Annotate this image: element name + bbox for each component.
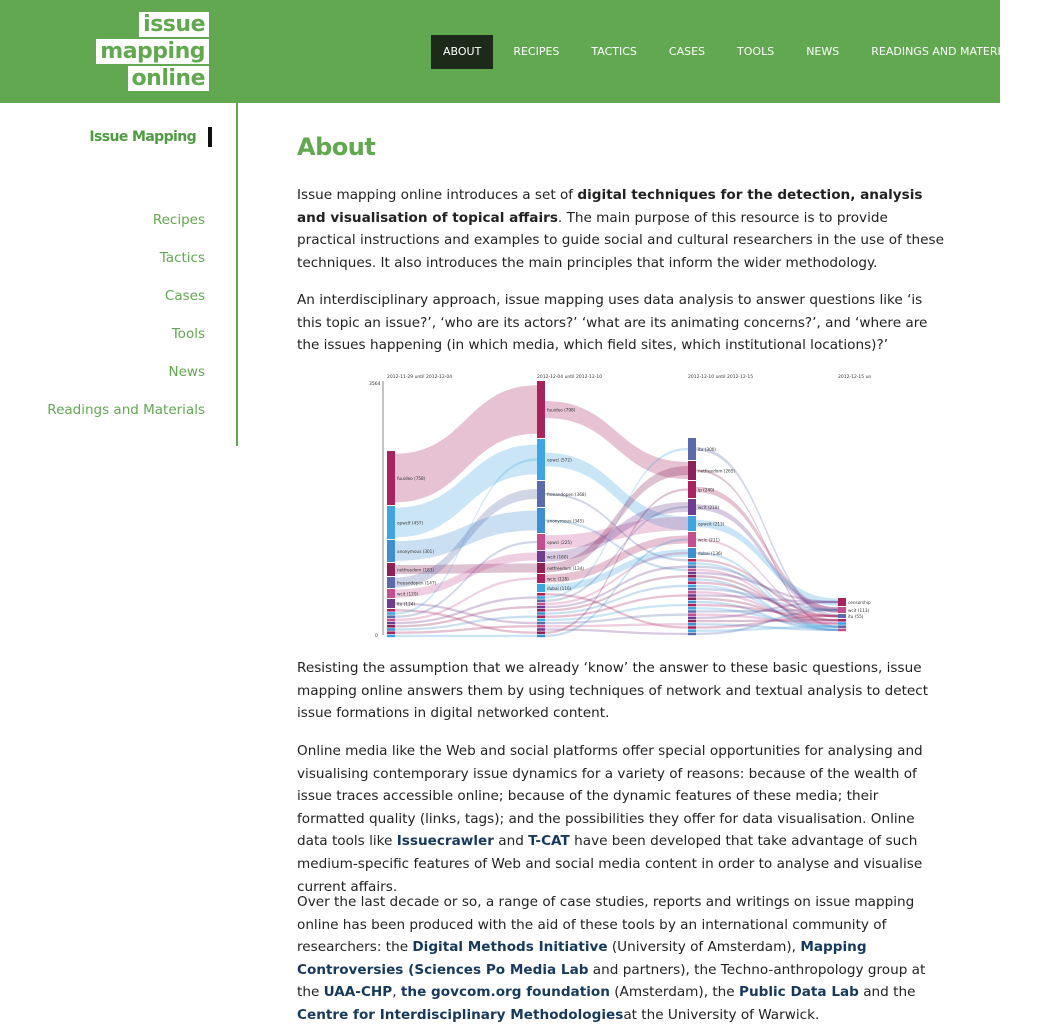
node-bar bbox=[387, 540, 395, 562]
node-bar bbox=[838, 598, 846, 606]
node-bar bbox=[688, 604, 696, 607]
node-bar bbox=[537, 606, 545, 609]
node-label: wcic (128) bbox=[547, 576, 569, 582]
node-bar bbox=[387, 577, 395, 588]
node-bar bbox=[537, 612, 545, 615]
node-bar bbox=[537, 622, 545, 625]
approach-paragraph: An interdisciplinary approach, issue mapping uses data analysis to answer questions like ‘is this topic an issue?’, ‘who are its actors?’ ‘what are its animating concerns?’, and ‘where are the issues happening (in which media, which field sites, which institutional locations)?’ bbox=[297, 292, 928, 354]
node-label: netfreedom (183) bbox=[397, 567, 435, 573]
sidebar-item-recipes[interactable]: Recipes bbox=[152, 212, 205, 228]
node-bar bbox=[838, 622, 846, 625]
govcom-link[interactable]: the govcom.org foundation bbox=[400, 984, 610, 1001]
node-bar bbox=[688, 578, 696, 581]
y-axis-min-label: 0 bbox=[375, 634, 378, 639]
flow-band bbox=[395, 635, 537, 637]
node-bar bbox=[838, 607, 846, 613]
node-bar bbox=[688, 516, 696, 531]
node-label: netfreedom (265) bbox=[698, 468, 736, 474]
node-bar bbox=[537, 508, 545, 533]
y-axis-max-label: 3564 bbox=[369, 382, 381, 387]
node-bar bbox=[537, 619, 545, 622]
node-label: itu (124) bbox=[397, 601, 416, 607]
node-label: wcit (160) bbox=[547, 554, 569, 560]
nav-item-about[interactable]: ABOUT bbox=[431, 35, 493, 69]
node-bar bbox=[688, 613, 696, 616]
node-bar bbox=[537, 603, 545, 606]
node-bar bbox=[537, 551, 545, 562]
nav-item-readings[interactable]: READINGS AND MATERIALS bbox=[871, 45, 1022, 58]
column-header: 2012-12-04 until 2012-12-10 bbox=[537, 375, 603, 380]
sidebar-item-tactics[interactable]: Tactics bbox=[159, 250, 205, 266]
logo-line-mapping: mapping bbox=[96, 39, 209, 64]
node-bar bbox=[387, 619, 395, 622]
node-bar bbox=[537, 563, 545, 573]
node-bar bbox=[688, 588, 696, 591]
node-bar bbox=[537, 584, 545, 592]
tcat-link[interactable]: T-CAT bbox=[528, 833, 570, 850]
digital-methods-link[interactable]: Digital Methods Initiative bbox=[412, 939, 608, 956]
node-label: dubai (116) bbox=[547, 586, 572, 591]
node-bar bbox=[537, 625, 545, 628]
node-bar bbox=[688, 601, 696, 604]
column-header: 2012-12-10 until 2012-12-15 bbox=[688, 375, 754, 380]
cim-link[interactable]: Centre for Interdisciplinary Methodologies bbox=[297, 1006, 624, 1023]
node-bar bbox=[688, 569, 696, 572]
node-bar bbox=[688, 461, 696, 480]
node-label: fuuideo (798) bbox=[547, 407, 576, 413]
node-bar bbox=[537, 381, 545, 438]
node-label: anonymous (301) bbox=[397, 549, 434, 554]
node-bar bbox=[838, 619, 846, 622]
sidebar-item-cases[interactable]: Cases bbox=[164, 288, 205, 304]
nav-item-news[interactable]: NEWS bbox=[806, 45, 840, 58]
node-bar bbox=[688, 629, 696, 632]
site-logo[interactable] bbox=[102, 12, 209, 92]
node-bar bbox=[688, 633, 696, 636]
logo-line-issue: issue bbox=[139, 12, 209, 37]
node-bar bbox=[688, 594, 696, 597]
node-label: ip (240) bbox=[698, 487, 715, 493]
node-bar bbox=[688, 572, 696, 575]
node-label: anonymous (345) bbox=[547, 518, 584, 524]
node-bar bbox=[387, 612, 395, 615]
node-bar bbox=[537, 609, 545, 612]
node-bar bbox=[688, 575, 696, 578]
column-header: 2012-12-15 un bbox=[838, 375, 872, 380]
sidebar-item-readings[interactable]: Readings and Materials bbox=[47, 402, 205, 418]
node-label: opwcit (213) bbox=[698, 521, 725, 527]
node-bar bbox=[838, 625, 846, 628]
column-header: 2012-11-29 until 2012-12-04 bbox=[387, 375, 453, 380]
node-label: wcit (120) bbox=[397, 591, 419, 597]
node-label: freeandopen (368) bbox=[547, 492, 587, 497]
node-bar bbox=[537, 593, 545, 596]
node-bar bbox=[838, 614, 846, 618]
node-bar bbox=[387, 599, 395, 608]
node-bar bbox=[688, 597, 696, 600]
mapping-controversies-link[interactable]: Mapping Controversies (Sciences Po Media Lab bbox=[297, 939, 867, 978]
node-label: netfreedom (134) bbox=[547, 566, 585, 571]
node-bar bbox=[537, 615, 545, 618]
online-media-paragraph: Online media like the Web and social platforms offer special opportunities for analysing and visualising contemporary issue dynamics for a variety of reasons: because of the wealth of issue traces accessible online; because of the dynamic features of these media; their formatted quality (links, tags); and the possibilities they offer for data visualisation. Online data tools like Issuecrawler and T-CAT have been developed that take advantage of such medium-specific features of Web and social media content in order to analyse and visualise current affairs. bbox=[297, 743, 923, 895]
node-bar bbox=[688, 620, 696, 623]
node-bar bbox=[537, 481, 545, 507]
issuecrawler-link[interactable]: Issuecrawler bbox=[396, 833, 494, 850]
node-bar bbox=[537, 574, 545, 583]
node-bar bbox=[387, 506, 395, 539]
node-bar bbox=[688, 559, 696, 562]
public-data-lab-link[interactable]: Public Data Lab bbox=[738, 984, 859, 1001]
node-bar bbox=[387, 451, 395, 505]
nav-item-tactics[interactable]: TACTICS bbox=[591, 45, 637, 58]
node-bar bbox=[537, 599, 545, 602]
node-label: freeandopen (147) bbox=[397, 580, 437, 586]
resisting-paragraph: Resisting the assumption that we already ‘know’ the answer to these basic questions, issue mapping online answers them by using techniques of network and textual analysis to detect issue formations in digital networked content. bbox=[297, 660, 929, 722]
node-bar bbox=[688, 591, 696, 594]
alluvial-diagram bbox=[367, 373, 872, 643]
logo-line-online: online bbox=[128, 66, 209, 91]
node-label: wcic (211) bbox=[698, 537, 720, 543]
node-bar bbox=[387, 615, 395, 618]
node-bar bbox=[688, 481, 696, 498]
node-label: opwcl (572) bbox=[547, 457, 572, 463]
node-label: fuuideo (758) bbox=[397, 476, 426, 481]
node-bar bbox=[387, 622, 395, 625]
nav-item-tools[interactable]: TOOLS bbox=[737, 45, 775, 58]
node-bar bbox=[537, 631, 545, 634]
node-bar bbox=[688, 623, 696, 626]
node-bar bbox=[688, 626, 696, 629]
node-bar bbox=[387, 631, 395, 634]
node-bar bbox=[688, 548, 696, 558]
node-bar bbox=[688, 585, 696, 588]
node-label: censorship bbox=[848, 600, 871, 605]
node-bar bbox=[688, 607, 696, 610]
node-label: wcit (113) bbox=[848, 608, 870, 613]
main-nav bbox=[431, 35, 1041, 69]
node-bar bbox=[688, 438, 696, 460]
node-bar bbox=[688, 562, 696, 565]
node-label: opwci (225) bbox=[547, 540, 572, 545]
node-bar bbox=[537, 628, 545, 631]
node-bar bbox=[387, 628, 395, 631]
alluvial-diagram-figure bbox=[367, 373, 872, 643]
node-bar bbox=[688, 617, 696, 620]
sidebar-title[interactable]: Issue Mapping bbox=[89, 127, 212, 147]
node-label: itu (55) bbox=[848, 614, 864, 619]
sidebar bbox=[0, 103, 238, 446]
node-label: itu (300) bbox=[698, 447, 717, 452]
node-bar bbox=[838, 629, 846, 632]
node-bar bbox=[688, 581, 696, 584]
page-title: About bbox=[297, 133, 376, 161]
sidebar-item-news[interactable]: News bbox=[168, 364, 205, 380]
node-bar bbox=[688, 610, 696, 613]
nav-item-recipes[interactable]: RECIPES bbox=[513, 45, 560, 58]
node-label: opwclf (457) bbox=[397, 520, 424, 526]
node-bar bbox=[688, 499, 696, 515]
nav-item-cases[interactable]: CASES bbox=[668, 45, 706, 58]
node-bar bbox=[688, 532, 696, 547]
intro-paragraph: Issue mapping online introduces a set of digital techniques for the detection, analysis and visualisation of topical affairs. The main purpose of this resource is to provide practical instructions and examples to guide social and cultural researchers in the use of these techniques. It also introduces the main principles that inform the wider methodology. bbox=[297, 187, 944, 271]
community-paragraph: Over the last decade or so, a range of case studies, reports and writings on issue mapping online has been produced with the aid of these tools by an international community of researchers: the Digital Methods Initiative (University of Amsterdam), Mapping Controversies (Sciences Po Media Lab and partners), the Techno-anthropology group at the UAA-CHP, the govcom.org foundation (Amsterdam), the Public Data Lab and the Centre for Interdisciplinary Methodologiesat the University of Warwick. bbox=[297, 894, 926, 1023]
node-label: dubai (136) bbox=[698, 551, 723, 556]
node-bar bbox=[387, 625, 395, 628]
site-header bbox=[0, 0, 1022, 103]
node-bar bbox=[387, 589, 395, 598]
node-label: wcit (218) bbox=[698, 505, 720, 510]
node-bar bbox=[537, 596, 545, 599]
node-bar bbox=[537, 439, 545, 480]
node-bar bbox=[537, 635, 545, 638]
uaa-chp-link[interactable]: UAA-CHP bbox=[323, 984, 393, 1001]
node-bar bbox=[537, 534, 545, 550]
node-bar bbox=[688, 565, 696, 568]
sidebar-item-tools[interactable]: Tools bbox=[171, 326, 205, 342]
node-bar bbox=[387, 609, 395, 612]
node-bar bbox=[387, 563, 395, 576]
node-bar bbox=[387, 635, 395, 638]
